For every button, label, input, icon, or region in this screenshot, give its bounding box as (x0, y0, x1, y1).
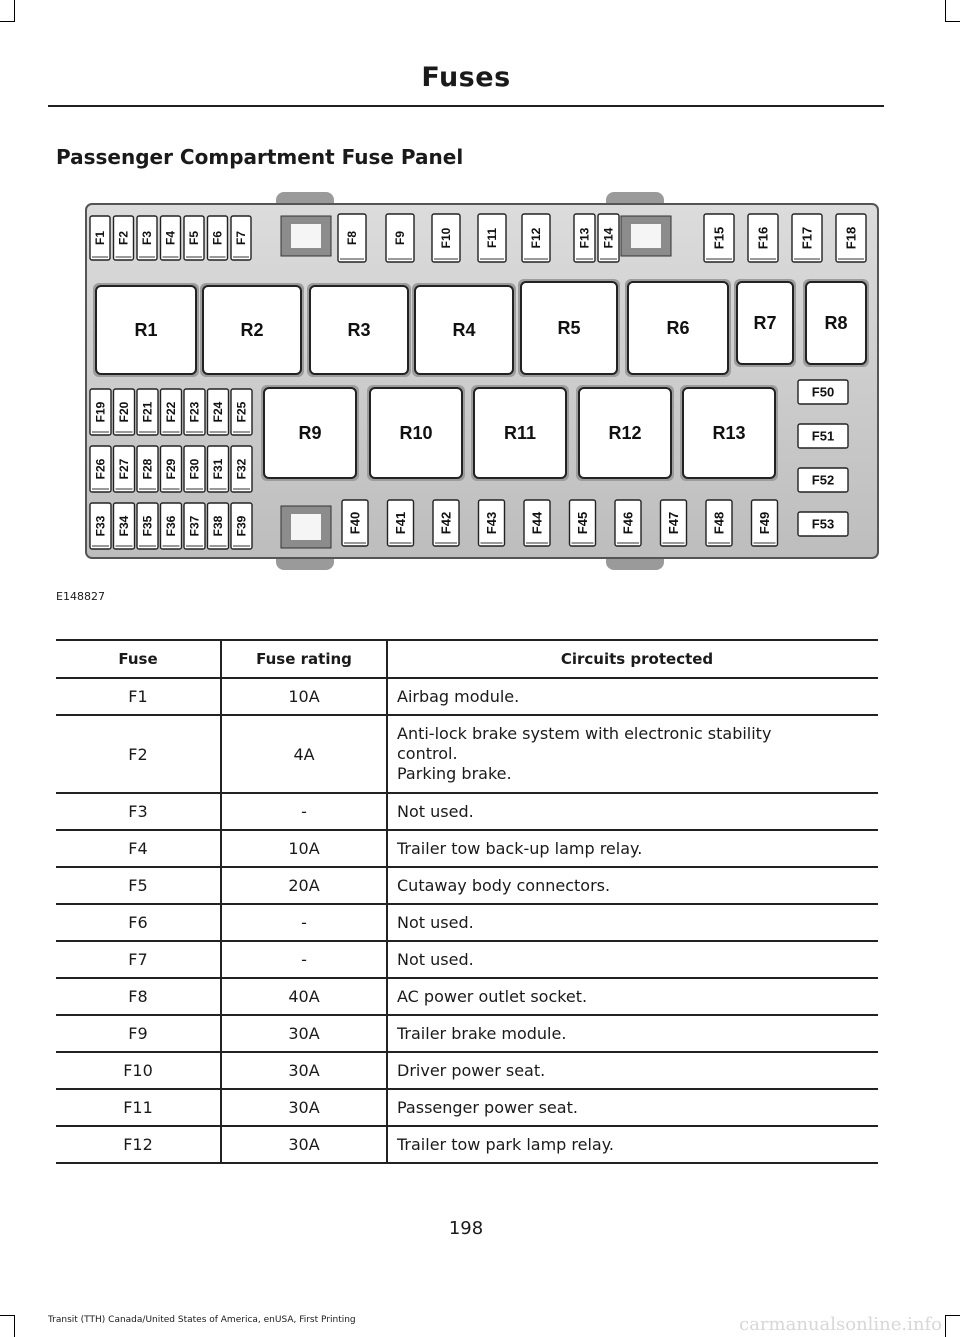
fuse-f3 (137, 216, 157, 260)
rating-cell: 30A (221, 1052, 387, 1089)
section-title: Passenger Compartment Fuse Panel (56, 145, 464, 169)
relay-r13 (680, 385, 778, 481)
rating-cell: - (221, 904, 387, 941)
fuse-label: F46 (620, 511, 636, 535)
fuse-label: F21 (140, 401, 155, 423)
fuse-f34 (114, 503, 135, 549)
fuse-label: F11 (485, 227, 499, 249)
fuse-label: F32 (234, 458, 249, 480)
fuse-f51 (798, 424, 848, 448)
crop-mark (0, 21, 15, 22)
fuse-label: F53 (811, 516, 835, 532)
relay-r11 (471, 385, 569, 481)
connector-socket (291, 224, 321, 248)
fuse-label: F51 (811, 428, 835, 444)
crop-mark (14, 1315, 15, 1337)
crop-mark (945, 21, 960, 22)
circuit-cell: Not used. (387, 904, 878, 941)
fuse-cell: F2 (56, 715, 221, 793)
fuse-cell: F3 (56, 793, 221, 830)
rating-cell: 30A (221, 1015, 387, 1052)
fuse-cell: F7 (56, 941, 221, 978)
fuse-f49 (752, 500, 778, 546)
fuse-f39 (231, 503, 252, 549)
table-row (56, 678, 878, 715)
table-row (56, 1089, 878, 1126)
fuse-label: F8 (345, 230, 359, 246)
relay-label: R5 (557, 318, 581, 338)
relay-r3 (307, 283, 411, 377)
fuse-label: F39 (234, 515, 249, 537)
crop-mark (945, 1315, 960, 1316)
fuse-label: F12 (529, 227, 543, 249)
circuit-cell: Airbag module. (387, 678, 878, 715)
fuse-label: F47 (666, 511, 681, 535)
table-row (56, 715, 878, 793)
fuse-f30 (184, 446, 205, 492)
relay-label: R3 (347, 320, 371, 340)
fuse-f33 (90, 503, 111, 549)
fuse-label: F37 (187, 515, 202, 537)
fuse-label: F29 (164, 458, 178, 480)
fuse-f45 (570, 500, 596, 546)
relay-r9 (261, 385, 359, 481)
relay-r7 (734, 279, 796, 367)
table-row (56, 978, 878, 1015)
circuit-cell: Cutaway body connectors. (387, 867, 878, 904)
crop-mark (0, 1315, 15, 1316)
fuse-label: F40 (347, 511, 363, 535)
fuse-label: F24 (211, 401, 225, 423)
fuse-label: F26 (93, 458, 108, 480)
fuse-f38 (208, 503, 229, 549)
fuse-f37 (184, 503, 205, 549)
fuse-f15 (704, 214, 734, 262)
relay-r12 (576, 385, 674, 481)
fuse-f4 (161, 216, 181, 260)
fuse-f44 (524, 500, 550, 546)
header-rule (48, 105, 884, 107)
fuse-label: F6 (210, 230, 225, 246)
fuse-label: F18 (843, 226, 859, 250)
fuse-label: F33 (93, 515, 108, 537)
figure-id: E148827 (56, 590, 105, 603)
relay-label: R9 (298, 423, 322, 443)
relay-r1 (93, 283, 199, 377)
rating-cell: 10A (221, 830, 387, 867)
fuse-label: F9 (393, 230, 407, 246)
relay-r5 (518, 279, 620, 377)
rating-cell: 40A (221, 978, 387, 1015)
relay-r4 (412, 283, 516, 377)
fuse-label: F50 (811, 384, 835, 400)
relay-label: R7 (753, 313, 777, 333)
rating-cell: 30A (221, 1089, 387, 1126)
fuse-f50 (798, 380, 848, 404)
fuse-f5 (184, 216, 204, 260)
fuse-f46 (615, 500, 641, 546)
fuse-cell: F8 (56, 978, 221, 1015)
fuse-label: F16 (755, 226, 771, 250)
fuse-f35 (137, 503, 158, 549)
fuse-f10 (432, 214, 460, 262)
page-number: 198 (448, 1218, 484, 1239)
fuse-label: F7 (234, 230, 248, 246)
fuse-label: F10 (439, 227, 453, 249)
fuse-label: F1 (93, 230, 107, 246)
fuse-f9 (386, 214, 414, 262)
relay-label: R6 (666, 318, 690, 338)
fuse-label: F34 (117, 515, 131, 537)
fuse-label: F48 (711, 511, 727, 535)
fuse-f52 (798, 468, 848, 492)
connector-socket (631, 224, 661, 248)
fuse-cell: F5 (56, 867, 221, 904)
crop-mark (945, 0, 946, 22)
relay-r8 (803, 279, 869, 367)
table-row (56, 941, 878, 978)
relay-label: R10 (399, 423, 433, 443)
rating-cell: 30A (221, 1126, 387, 1163)
fuse-cell: F12 (56, 1126, 221, 1163)
table-row (56, 830, 878, 867)
footer-text: Transit (TTH) Canada/United States of America, enUSA, First Printing (48, 1315, 356, 1325)
rating-cell: - (221, 793, 387, 830)
fuse-f25 (231, 389, 252, 435)
circuit-cell: AC power outlet socket. (387, 978, 878, 1015)
circuit-cell: Passenger power seat. (387, 1089, 878, 1126)
fuse-f11 (478, 214, 506, 262)
fuse-label: F30 (187, 458, 202, 480)
circuit-line: Anti-lock brake system with electronic stability control. (397, 724, 772, 763)
fuse-f27 (114, 446, 135, 492)
fuse-f14 (598, 214, 619, 262)
fuse-label: F31 (211, 458, 225, 480)
fuse-cell: F1 (56, 678, 221, 715)
fuse-f47 (661, 500, 687, 546)
fuse-panel-diagram (76, 190, 888, 576)
fuse-f28 (137, 446, 158, 492)
fuse-f12 (522, 214, 550, 262)
fuse-label: F2 (116, 230, 131, 246)
relay-label: R8 (824, 313, 848, 333)
fuse-label: F5 (187, 230, 201, 246)
fuse-label: F19 (93, 401, 108, 423)
fuse-label: F25 (234, 401, 249, 423)
rating-cell: - (221, 941, 387, 978)
watermark: carmanualsonline.info (739, 1314, 942, 1335)
connector-socket (291, 514, 321, 540)
fuse-f7 (231, 216, 251, 260)
fuse-label: F45 (575, 511, 590, 535)
fuse-label: F38 (211, 515, 225, 537)
fuse-f48 (706, 500, 732, 546)
circuit-cell: Driver power seat. (387, 1052, 878, 1089)
fuse-label: F35 (140, 515, 155, 537)
fuse-cell: F10 (56, 1052, 221, 1089)
fuse-cell: F11 (56, 1089, 221, 1126)
fuse-f31 (208, 446, 229, 492)
rating-cell: 20A (221, 867, 387, 904)
relay-label: R13 (712, 423, 746, 443)
fuse-label: F36 (164, 515, 178, 537)
circuit-cell: Not used. (387, 941, 878, 978)
fuse-cell: F9 (56, 1015, 221, 1052)
fuse-label: F22 (164, 401, 178, 423)
fuse-f16 (748, 214, 778, 262)
fuse-label: F14 (601, 227, 616, 249)
fuse-label: F52 (811, 472, 835, 488)
column-header-circuits: Circuits protected (387, 640, 878, 678)
fuse-f21 (137, 389, 158, 435)
fuse-label: F27 (117, 458, 131, 480)
table-row (56, 1015, 878, 1052)
table-header-row (56, 640, 878, 678)
fuse-f53 (798, 512, 848, 536)
fuse-f41 (388, 500, 414, 546)
fuse-f23 (184, 389, 205, 435)
fuse-f13 (574, 214, 595, 262)
fuse-f40 (342, 500, 368, 546)
circuit-cell: Trailer tow back-up lamp relay. (387, 830, 878, 867)
page-title: Fuses (421, 62, 511, 93)
circuit-cell: Trailer tow park lamp relay. (387, 1126, 878, 1163)
fuse-f6 (208, 216, 228, 260)
fuse-table (56, 639, 878, 1164)
table-row (56, 1126, 878, 1163)
fuse-label: F43 (484, 511, 499, 535)
fuse-cell: F4 (56, 830, 221, 867)
circuit-cell: Trailer brake module. (387, 1015, 878, 1052)
column-header-fuse: Fuse (56, 640, 221, 678)
fuse-label: F17 (799, 226, 815, 250)
fuse-label: F3 (140, 230, 154, 246)
relay-label: R1 (134, 320, 158, 340)
fuse-f26 (90, 446, 111, 492)
fuse-f8 (338, 214, 366, 262)
relay-r10 (367, 385, 465, 481)
relay-r6 (625, 279, 731, 377)
fuse-f1 (90, 216, 110, 260)
table-row (56, 793, 878, 830)
fuse-f2 (114, 216, 134, 260)
fuse-label: F13 (577, 227, 592, 249)
fuse-f19 (90, 389, 111, 435)
fuse-f43 (479, 500, 505, 546)
fuse-label: F49 (757, 511, 772, 535)
fuse-f29 (161, 446, 182, 492)
fuse-cell: F6 (56, 904, 221, 941)
fuse-label: F15 (711, 226, 727, 250)
fuse-label: F20 (117, 401, 131, 423)
table-row (56, 904, 878, 941)
fuse-f18 (836, 214, 866, 262)
table-row (56, 1052, 878, 1089)
relay-r2 (200, 283, 304, 377)
fuse-f24 (208, 389, 229, 435)
fuse-f36 (161, 503, 182, 549)
relay-label: R12 (608, 423, 642, 443)
circuit-cell (387, 715, 878, 793)
fuse-f22 (161, 389, 182, 435)
relay-label: R2 (240, 320, 264, 340)
fuse-label: F23 (187, 401, 202, 423)
fuse-label: F4 (163, 230, 178, 246)
rating-cell: 10A (221, 678, 387, 715)
fuse-f42 (433, 500, 459, 546)
circuit-cell: Not used. (387, 793, 878, 830)
fuse-f32 (231, 446, 252, 492)
fuse-label: F28 (140, 458, 155, 480)
fuse-f20 (114, 389, 135, 435)
table-row (56, 867, 878, 904)
crop-mark (945, 1315, 946, 1337)
column-header-rating: Fuse rating (221, 640, 387, 678)
fuse-label: F41 (393, 511, 408, 535)
fuse-label: F42 (438, 511, 454, 535)
fuse-f17 (792, 214, 822, 262)
crop-mark (14, 0, 15, 22)
relay-label: R11 (503, 423, 537, 443)
fuse-label: F44 (529, 511, 545, 535)
relay-label: R4 (452, 320, 476, 340)
circuit-line: Parking brake. (397, 764, 512, 783)
rating-cell: 4A (221, 715, 387, 793)
